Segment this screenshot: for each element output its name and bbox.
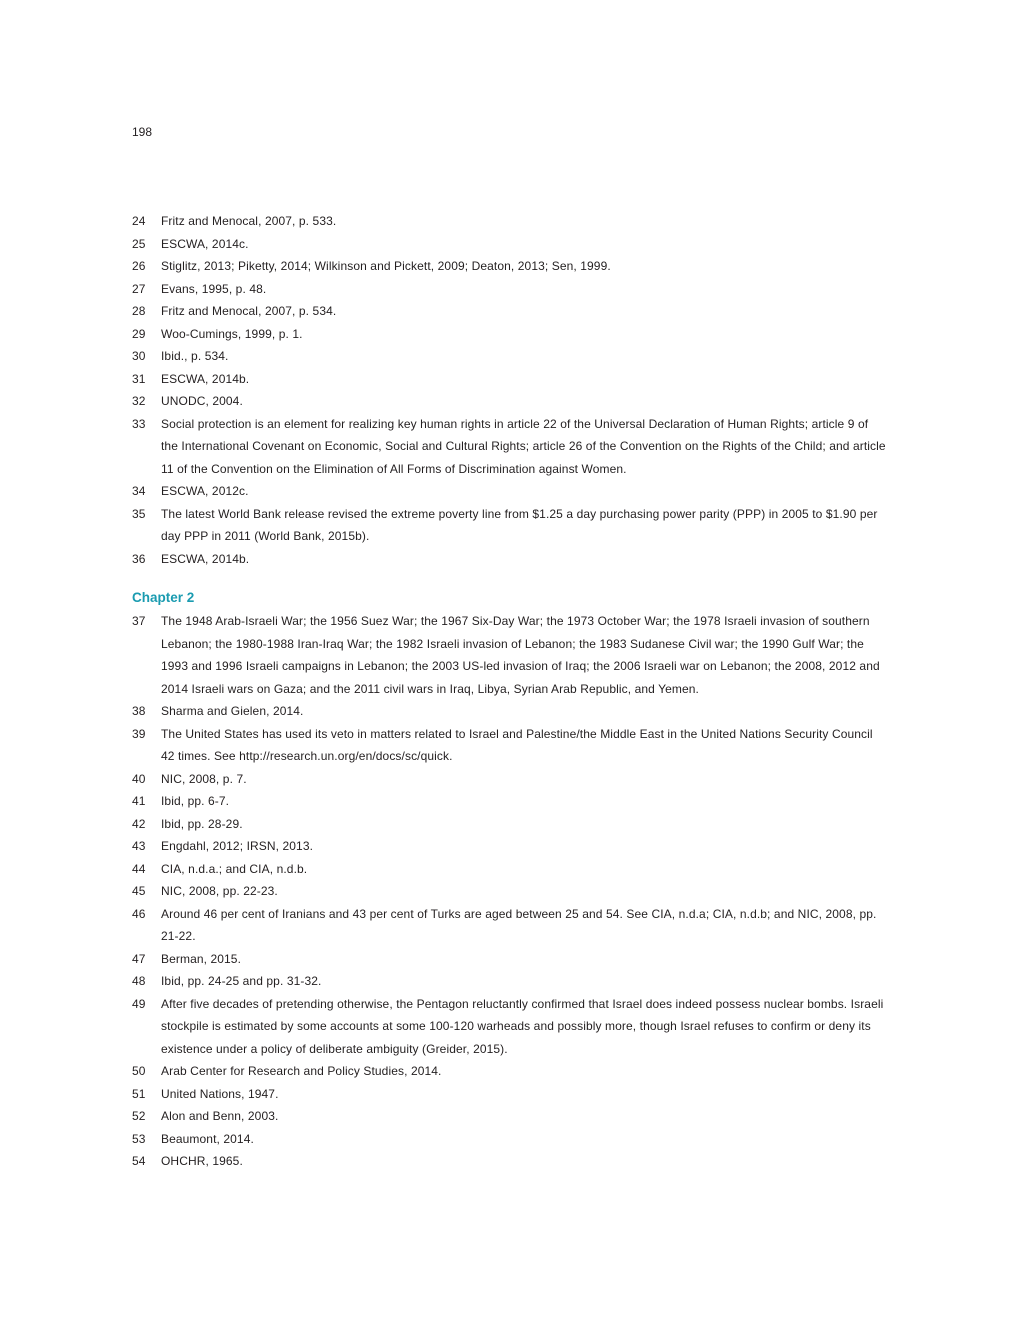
endnote bbox=[132, 723, 892, 768]
endnote-number: 31 bbox=[132, 371, 146, 386]
endnote-text: Ibid, pp. 24-25 and pp. 31-32. bbox=[161, 974, 322, 988]
endnote-text: United Nations, 1947. bbox=[161, 1086, 279, 1101]
endnote-text: Berman, 2015. bbox=[161, 951, 242, 966]
endnote-number: 30 bbox=[132, 349, 146, 363]
endnote-text: Around 46 per cent of Iranians and 43 per cent of Turks are aged between 25 and 54. See CIA, n.d.a; CIA, n.d.b; and NIC, 2008, pp. 21-22. bbox=[161, 906, 877, 943]
endnote-text: NIC, 2008, p. 7. bbox=[161, 771, 247, 786]
endnote-number: 40 bbox=[132, 771, 146, 786]
endnote bbox=[132, 1060, 892, 1083]
endnote bbox=[132, 390, 892, 413]
endnote-number: 32 bbox=[132, 394, 146, 408]
endnote-text: Ibid, pp. 28-29. bbox=[161, 816, 243, 831]
endnote-number: 26 bbox=[132, 259, 146, 273]
endnote-text: Woo-Cumings, 1999, p. 1. bbox=[161, 326, 303, 341]
endnote bbox=[132, 300, 892, 323]
endnote-text: NIC, 2008, pp. 22-23. bbox=[161, 884, 278, 898]
endnote-text: Ibid., p. 534. bbox=[161, 349, 229, 363]
endnote-number: 46 bbox=[132, 906, 146, 921]
endnote-number: 45 bbox=[132, 884, 146, 898]
endnote-number: 38 bbox=[132, 704, 146, 718]
endnote-number: 29 bbox=[132, 326, 146, 341]
endnote-text: Evans, 1995, p. 48. bbox=[161, 281, 267, 296]
endnote-number: 39 bbox=[132, 726, 146, 741]
page-number: 198 bbox=[132, 125, 153, 139]
endnote bbox=[132, 1105, 892, 1128]
endnote-number: 28 bbox=[132, 304, 146, 318]
endnote-number: 49 bbox=[132, 996, 146, 1011]
endnotes-section-chapter-2 bbox=[132, 610, 892, 1173]
endnotes-section-chapter-1 bbox=[132, 210, 892, 570]
endnote bbox=[132, 368, 892, 391]
endnote-text: Ibid, pp. 6-7. bbox=[161, 794, 230, 808]
endnote-text: The United States has used its veto in matters related to Israel and Palestine/the Middle East in the United Nations Security Council 42 times. See http://research.un.org/en/docs/sc/quick. bbox=[161, 726, 873, 763]
endnote bbox=[132, 948, 892, 971]
endnote-text: ESCWA, 2012c. bbox=[161, 484, 249, 498]
endnote-number: 35 bbox=[132, 506, 146, 521]
endnote bbox=[132, 903, 892, 948]
endnote bbox=[132, 835, 892, 858]
endnote-number: 36 bbox=[132, 551, 146, 566]
endnote-number: 25 bbox=[132, 236, 146, 251]
endnote-text: Beaumont, 2014. bbox=[161, 1131, 254, 1146]
endnote-text: CIA, n.d.a.; and CIA, n.d.b. bbox=[161, 861, 308, 876]
endnote-text: The 1948 Arab-Israeli War; the 1956 Suez War; the 1967 Six-Day War; the 1973 October War; the 1978 Israeli invasion of southern Lebanon; the 1980-1988 Iran-Iraq War; the 1982 Israeli invasion of Lebanon; the 1983 Sudanese Civil war; the 1990 Gulf War; the 1993 and 1996 Israeli campaigns in Lebanon; the 2003 US-led invasion of Iraq; the 2006 Israeli war on Lebanon; the 2008, 2012 and 2014 Israeli wars on Gaza; and the 2011 civil wars in Iraq, Libya, Syrian Arab Republic, and Yemen. bbox=[161, 614, 880, 696]
endnote-number: 24 bbox=[132, 214, 146, 228]
endnote-number: 43 bbox=[132, 839, 146, 853]
endnote bbox=[132, 255, 892, 278]
endnote-text: UNODC, 2004. bbox=[161, 394, 243, 408]
endnote bbox=[132, 610, 892, 700]
endnote bbox=[132, 548, 892, 571]
endnote-number: 27 bbox=[132, 281, 146, 296]
endnote-text: Sharma and Gielen, 2014. bbox=[161, 704, 304, 718]
endnote-text: Stiglitz, 2013; Piketty, 2014; Wilkinson and Pickett, 2009; Deaton, 2013; Sen, 1999. bbox=[161, 259, 611, 273]
endnote-text: Arab Center for Research and Policy Studies, 2014. bbox=[161, 1064, 442, 1078]
endnote-text: Fritz and Menocal, 2007, p. 533. bbox=[161, 214, 337, 228]
endnote-number: 44 bbox=[132, 861, 146, 876]
endnote bbox=[132, 700, 892, 723]
endnote-number: 50 bbox=[132, 1064, 146, 1078]
endnote-text: OHCHR, 1965. bbox=[161, 1154, 243, 1168]
endnote-number: 51 bbox=[132, 1086, 146, 1101]
endnote-number: 41 bbox=[132, 794, 146, 808]
endnote-number: 54 bbox=[132, 1154, 146, 1168]
endnote-number: 47 bbox=[132, 951, 146, 966]
endnote bbox=[132, 1083, 892, 1106]
endnote bbox=[132, 768, 892, 791]
endnote-number: 48 bbox=[132, 974, 146, 988]
endnote-number: 34 bbox=[132, 484, 146, 498]
endnote-number: 42 bbox=[132, 816, 146, 831]
endnote-text: Fritz and Menocal, 2007, p. 534. bbox=[161, 304, 337, 318]
endnote bbox=[132, 970, 892, 993]
endnote-text: Alon and Benn, 2003. bbox=[161, 1109, 279, 1123]
endnote bbox=[132, 1128, 892, 1151]
endnote-text: ESCWA, 2014c. bbox=[161, 236, 249, 251]
chapter-heading: Chapter 2 bbox=[132, 590, 195, 605]
endnote-text: The latest World Bank release revised the extreme poverty line from $1.25 a day purchasing power parity (PPP) in 2005 to $1.90 per day PPP in 2011 (World Bank, 2015b). bbox=[161, 506, 878, 543]
endnote-number: 53 bbox=[132, 1131, 146, 1146]
endnote-text: ESCWA, 2014b. bbox=[161, 371, 250, 386]
endnote bbox=[132, 858, 892, 881]
endnote bbox=[132, 503, 892, 548]
endnote-text: After five decades of pretending otherwise, the Pentagon reluctantly confirmed that Israel does indeed possess nuclear bombs. Israeli stockpile is estimated by some accounts at some 100-120 warheads and possibly more, though Israel refuses to confirm or deny its existence under a policy of deliberate ambiguity (Greider, 2015). bbox=[161, 996, 884, 1056]
endnote bbox=[132, 278, 892, 301]
endnote bbox=[132, 480, 892, 503]
endnote-number: 52 bbox=[132, 1109, 146, 1123]
endnote-text: ESCWA, 2014b. bbox=[161, 551, 250, 566]
endnote-text: Engdahl, 2012; IRSN, 2013. bbox=[161, 839, 314, 853]
endnote-number: 37 bbox=[132, 614, 146, 628]
endnote bbox=[132, 813, 892, 836]
endnote bbox=[132, 790, 892, 813]
endnote bbox=[132, 210, 892, 233]
endnote bbox=[132, 345, 892, 368]
endnote-number: 33 bbox=[132, 416, 146, 431]
endnote bbox=[132, 323, 892, 346]
endnote bbox=[132, 413, 892, 481]
endnote bbox=[132, 993, 892, 1061]
endnote-text: Social protection is an element for realizing key human rights in article 22 of the Universal Declaration of Human Rights; article 9 of the International Covenant on Economic, Social and Cultural Rights; article 26 of the Convention on the Rights of the Child; and article 11 of the Convention on the Elimination of All Forms of Discrimination against Women. bbox=[161, 416, 886, 476]
endnote bbox=[132, 1150, 892, 1173]
endnote bbox=[132, 233, 892, 256]
endnote bbox=[132, 880, 892, 903]
endnotes bbox=[132, 210, 892, 1173]
